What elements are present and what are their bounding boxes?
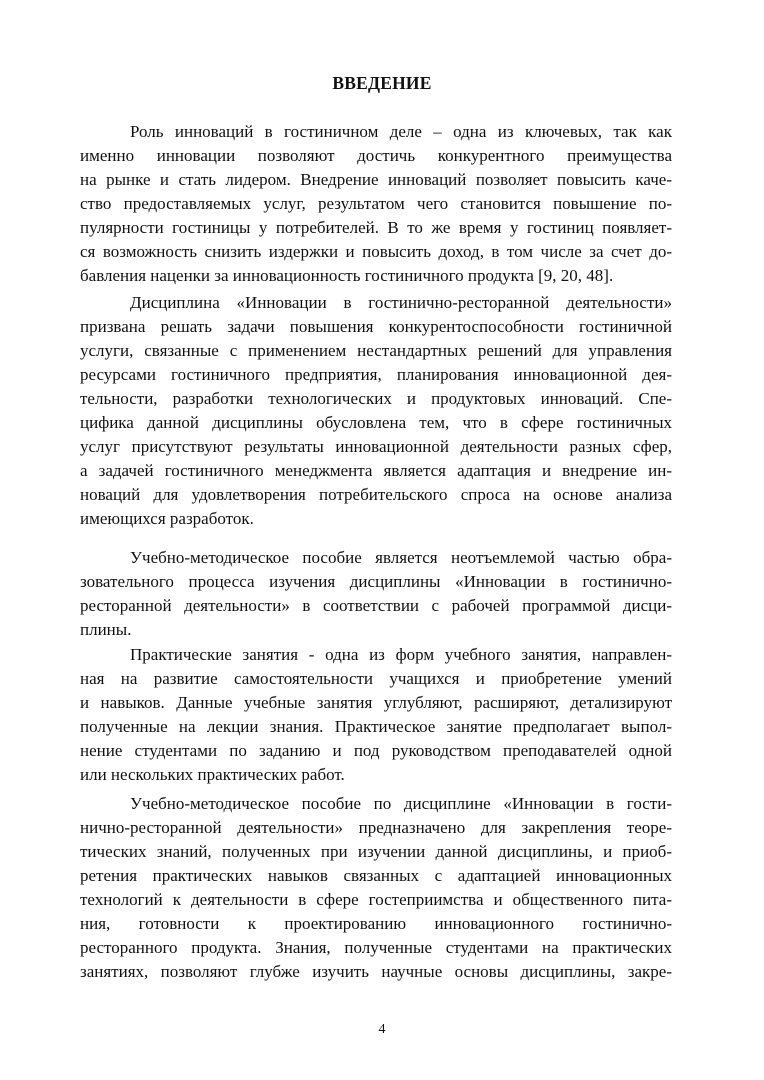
paragraph-4 <box>80 643 672 787</box>
paragraph-line: услуг присутствуют результаты инновационной деятельности разных сфер, <box>80 437 672 456</box>
paragraph-line: бавления наценки за инновационность гостиничного продукта [9, 20, 48]. <box>80 266 614 285</box>
paragraph-5 <box>80 792 672 984</box>
paragraph-line: и навыков. Данные учебные занятия углубляют, расширяют, детализируют <box>80 693 672 712</box>
paragraph-line: или нескольких практических работ. <box>80 765 345 784</box>
paragraph-line: пулярности гостиницы у потребителей. В то же время у гостиниц появляет- <box>80 218 672 237</box>
paragraph-1 <box>80 120 672 288</box>
paragraph-3 <box>80 546 672 642</box>
paragraph-line: тельности, разработки технологических и продуктовых инноваций. Спе- <box>80 389 672 408</box>
paragraph-line: нение студентами по заданию и под руководством преподавателей одной <box>80 741 672 760</box>
paragraph-line: ресторанной деятельности» в соответствии с рабочей программой дисци- <box>80 596 672 615</box>
paragraph-line: ния, готовности к проектированию инновационного гостинично- <box>80 914 672 933</box>
paragraph-line: на рынке и стать лидером. Внедрение инноваций позволяет повысить каче- <box>80 170 672 189</box>
paragraph-line: Практические занятия - одна из форм учебного занятия, направлен- <box>130 645 672 664</box>
paragraph-line: призвана решать задачи повышения конкурентоспособности гостиничной <box>80 317 672 336</box>
paragraph-line: полученные на лекции знания. Практическое занятие предполагает выпол- <box>80 717 672 736</box>
paragraph-line: имеющихся разработок. <box>80 509 254 528</box>
paragraph-line: ство предоставляемых услуг, результатом чего становится повышение по- <box>80 194 672 213</box>
page-heading: ВВЕДЕНИЕ <box>332 73 432 93</box>
paragraph-line: цифика данной дисциплины обусловлена тем, что в сфере гостиничных <box>80 413 672 432</box>
paragraph-line: плины. <box>80 620 132 639</box>
paragraph-line: ресурсами гостиничного предприятия, планирования инновационной дея- <box>80 365 672 384</box>
paragraph-line: технологий к деятельности в сфере гостеприимства и общественного пита- <box>80 890 672 909</box>
paragraph-line: Роль инноваций в гостиничном деле – одна из ключевых, так как <box>130 122 672 141</box>
paragraph-line: Дисциплина «Инновации в гостинично-ресторанной деятельности» <box>130 293 672 312</box>
paragraph-line: новаций для удовлетворения потребительского спроса на основе анализа <box>80 485 672 504</box>
paragraph-line: тических знаний, полученных при изучении данной дисциплины, и приоб- <box>80 842 672 861</box>
paragraph-2 <box>80 291 672 531</box>
paragraph-line: нично-ресторанной деятельности» предназначено для закрепления теоре- <box>80 818 672 837</box>
paragraph-line: именно инновации позволяют достичь конкурентного преимущества <box>80 146 672 165</box>
paragraph-line: Учебно-методическое пособие является неотъемлемой частью обра- <box>130 548 672 567</box>
paragraph-line: а задачей гостиничного менеджмента является адаптация и внедрение ин- <box>80 461 672 480</box>
paragraph-line: Учебно-методическое пособие по дисциплине «Инновации в гости- <box>130 794 672 813</box>
paragraph-line: ресторанного продукта. Знания, полученные студентами на практических <box>80 938 672 957</box>
paragraph-line: ретения практических навыков связанных с адаптацией инновационных <box>80 866 672 885</box>
page-number: 4 <box>378 1022 386 1037</box>
paragraph-line: ся возможность снизить издержки и повысить доход, в том числе за счет до- <box>80 242 672 261</box>
paragraph-line: услуги, связанные с применением нестандартных решений для управления <box>80 341 672 360</box>
paragraph-line: занятиях, позволяют глубже изучить научные основы дисциплины, закре- <box>80 962 672 981</box>
paragraph-line: зовательного процесса изучения дисциплины «Инновации в гостинично- <box>80 572 672 591</box>
paragraph-line: ная на развитие самостоятельности учащихся и приобретение умений <box>80 669 672 688</box>
